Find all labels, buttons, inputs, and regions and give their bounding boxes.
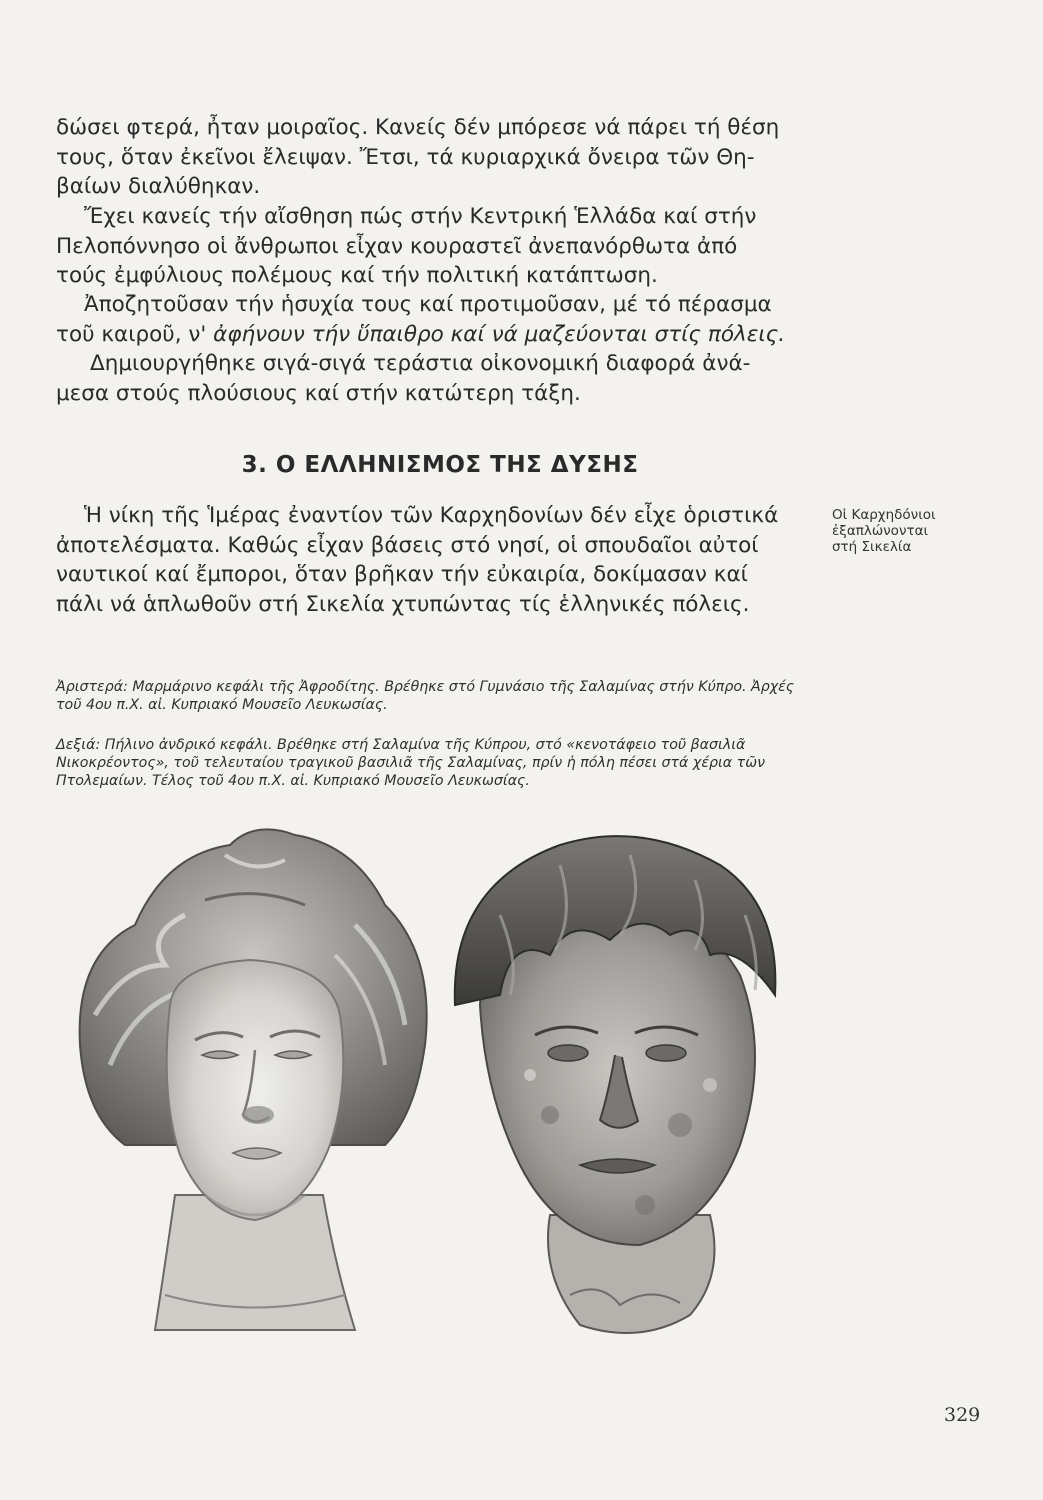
paragraph-inequality [56, 349, 806, 408]
margin-note-line: Οἱ Καρχηδόνιοι [832, 507, 936, 523]
caption-left-photo: Ἀριστερά: Μαρμάρινο κεφάλι τῆς Ἀφροδίτης. Βρέθηκε στό Γυμνάσιο τῆς Σαλαμίνας στήν Κύπρο. Ἀρχές τοῦ 4ου π.Χ. αἰ. Κυπριακό Μουσεῖο Λευκωσίας. [56, 679, 795, 713]
text-line: πάλι νά ἁπλωθοῦν στή Σικελία χτυπώντας τίς ἑλληνικές πόλεις. [56, 591, 750, 617]
paragraph-carthaginians [56, 501, 806, 619]
text-line: τούς ἐμφύλιους πολέμους καί τήν πολιτική κατάπτωση. [56, 263, 658, 288]
paragraph-exhaustion [56, 202, 806, 291]
text-line: Ἔχει κανείς τήν αἴσθηση πώς στήν Κεντρική Ἑλλάδα καί στήν [84, 204, 757, 229]
text-line: τους, ὅταν ἐκεῖνοι ἔλειψαν. Ἔτσι, τά κυριαρχικά ὄνειρα τῶν Θη- [56, 144, 755, 170]
margin-note [832, 507, 992, 555]
page-number: 329 [944, 1404, 981, 1426]
text-line: μεσα στούς πλούσιους καί στήν κατώτερη τάξη. [56, 380, 581, 406]
text-line: βαίων διαλύθηκαν. [56, 174, 261, 199]
text-line: Πελοπόννησο οἱ ἄνθρωποι εἶχαν κουραστεῖ ἀνεπανόρθωτα ἀπό [56, 233, 738, 259]
text-line: Ἀποζητοῦσαν τήν ἡσυχία τους καί προτιμοῦσαν, μέ τό πέρασμα [84, 292, 772, 317]
aphrodite-marble-head-photo [55, 815, 455, 1335]
caption-right-photo: Δεξιά: Πήλινο ἀνδρικό κεφάλι. Βρέθηκε στή Σαλαμίνα τῆς Κύπρου, στό «κενοτάφειο τοῦ βασιλιᾶ Νικοκρέοντος», τοῦ τελευταίου τραγικοῦ βασιλιᾶ τῆς Σαλαμίνας, πρίν ἡ πόλη πέσει στά χέρια τῶν Πτολεμαίων. Τέλος τοῦ 4ου π.Χ. αἰ. Κυπριακό Μουσεῖο Λευκωσίας. [56, 737, 766, 789]
margin-note-line: ἐξαπλώνονται [832, 523, 929, 539]
margin-note-line: στή Σικελία [832, 539, 912, 555]
text-line: ἀποτελέσματα. Καθώς εἶχαν βάσεις στό νησί, οἱ σπουδαῖοι αὐτοί [56, 532, 759, 558]
text-italic: ἀφήνουν τήν ὕπαιθρο καί νά μαζεύονται στίς πόλεις. [213, 321, 786, 347]
terracotta-male-head-photo [440, 825, 795, 1345]
section-heading: 3. Ο ΕΛΛΗΝΙΣΜΟΣ ΤΗΣ ΔΥΣΗΣ [241, 452, 639, 478]
text-line: Ἡ νίκη τῆς Ἱμέρας ἐναντίον τῶν Καρχηδονίων δέν εἶχε ὁριστικά [84, 503, 779, 528]
text-line [56, 320, 806, 350]
paragraph-thebes [56, 113, 806, 202]
text-line: Δημιουργήθηκε σιγά-σιγά τεράστια οἰκονομική διαφορά ἀνά- [90, 351, 751, 376]
text-line: δώσει φτερά, ἦταν μοιραῖος. Κανείς δέν μπόρεσε νά πάρει τή θέση [56, 115, 780, 140]
paragraph-cities [56, 290, 806, 349]
text-plain: τοῦ καιροῦ, ν' [56, 321, 214, 347]
text-line: ναυτικοί καί ἔμποροι, ὅταν βρῆκαν τήν εὐκαιρία, δοκίμασαν καί [56, 562, 748, 587]
